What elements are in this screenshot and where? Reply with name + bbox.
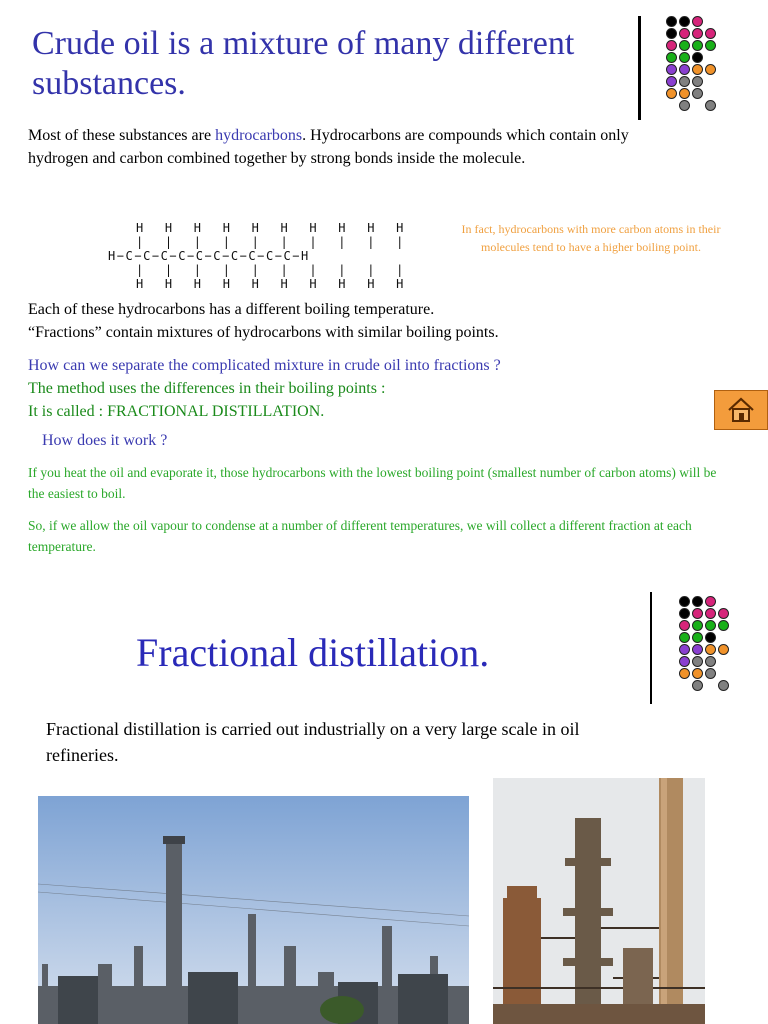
decorative-dot — [679, 40, 690, 51]
decorative-dot — [705, 608, 716, 619]
boiling-point-note: In fact, hydrocarbons with more carbon atoms in their molecules tend to have a higher boiling point. — [461, 222, 721, 254]
home-icon — [726, 396, 756, 424]
formula-bonds-bottom: | | | | | | | | | | — [136, 263, 404, 277]
decorative-dot — [666, 52, 677, 63]
decorative-dot — [705, 656, 716, 667]
decorative-dot — [679, 608, 690, 619]
decorative-dot — [705, 100, 716, 111]
decorative-dot — [666, 76, 677, 87]
decorative-dot — [718, 644, 729, 655]
intro-prefix: Most of these substances are — [28, 127, 216, 144]
decorative-dot — [679, 668, 690, 679]
decorative-dot — [679, 76, 690, 87]
decorative-dot — [666, 16, 677, 27]
called-text: It is called : FRACTIONAL DISTILLATION. — [28, 403, 325, 420]
decorative-dot — [705, 668, 716, 679]
method-text: The method uses the differences in their boiling points : — [28, 380, 386, 397]
decorative-dot — [679, 656, 690, 667]
decorative-dot — [718, 680, 729, 691]
intro-suffix: . Hydrocarbons are compounds which contain only hydrogen and carbon combined together by strong bonds inside the molecule. — [28, 127, 629, 167]
decorative-dot — [705, 644, 716, 655]
decorative-dot — [692, 620, 703, 631]
decorative-dot — [679, 88, 690, 99]
decorative-dot — [705, 620, 716, 631]
decorative-dot — [692, 88, 703, 99]
decorative-dot — [692, 52, 703, 63]
refinery-image-1 — [38, 796, 469, 1024]
decorative-dot — [692, 76, 703, 87]
slide2-text: Fractional distillation is carried out industrially on a very large scale in oil refineries. — [46, 719, 580, 765]
decorative-dot — [679, 596, 690, 607]
decorative-dot — [718, 620, 729, 631]
decorative-dots-1 — [666, 16, 717, 111]
condense-paragraph: So, if we allow the oil vapour to condense at a number of different temperatures, we will collect a different fraction at each temperature. — [28, 518, 692, 554]
hydrocarbons-link[interactable]: hydrocarbons — [215, 127, 303, 144]
decorative-dot — [692, 680, 703, 691]
decorative-dot — [705, 64, 716, 75]
boiling-line-1: Each of these hydrocarbons has a different boiling temperature. — [28, 301, 435, 318]
divider-line-2 — [650, 592, 652, 704]
decorative-dot — [666, 88, 677, 99]
decorative-dot — [705, 632, 716, 643]
decorative-dots-2 — [679, 596, 730, 691]
decorative-dot — [692, 632, 703, 643]
decorative-dot — [679, 644, 690, 655]
decorative-dot — [679, 64, 690, 75]
decorative-dot — [705, 28, 716, 39]
decorative-dot — [705, 40, 716, 51]
decorative-dot — [666, 64, 677, 75]
decorative-dot — [705, 596, 716, 607]
decorative-dot — [692, 40, 703, 51]
boiling-line-2: “Fractions” contain mixtures of hydrocarbons with similar boiling points. — [28, 324, 499, 341]
decorative-dot — [666, 40, 677, 51]
decorative-dot — [692, 668, 703, 679]
slide1-title: Crude oil is a mixture of many different substances. — [32, 25, 575, 102]
decorative-dot — [666, 28, 677, 39]
question-text: How can we separate the complicated mixture in crude oil into fractions ? — [28, 357, 501, 374]
refinery-image-2 — [493, 778, 705, 1024]
hydrocarbon-formula — [108, 207, 403, 305]
divider-line — [638, 16, 641, 120]
decorative-dot — [718, 608, 729, 619]
decorative-dot — [679, 16, 690, 27]
decorative-dot — [692, 64, 703, 75]
decorative-dot — [692, 608, 703, 619]
decorative-dot — [679, 632, 690, 643]
decorative-dot — [692, 28, 703, 39]
formula-top-h: H H H H H H H H H H — [136, 221, 404, 235]
decorative-dot — [679, 28, 690, 39]
formula-bottom-h: H H H H H H H H H H — [136, 277, 404, 291]
refinery-photo-1 — [38, 796, 469, 1024]
decorative-dot — [679, 100, 690, 111]
heating-paragraph: If you heat the oil and evaporate it, those hydrocarbons with the lowest boiling point (smallest number of carbon atoms) will be the easiest to boil. — [28, 465, 717, 501]
intro-text — [28, 124, 668, 170]
home-button[interactable] — [714, 390, 768, 430]
decorative-dot — [692, 656, 703, 667]
slide2-title: Fractional distillation. — [136, 630, 490, 675]
refinery-photo-2 — [493, 778, 705, 1024]
formula-main-chain: H−C−C−C−C−C−C−C−C−C−C−H — [108, 249, 310, 263]
decorative-dot — [679, 620, 690, 631]
decorative-dot — [692, 596, 703, 607]
decorative-dot — [692, 644, 703, 655]
how-it-works: How does it work ? — [42, 432, 168, 449]
formula-bonds-top: | | | | | | | | | | — [136, 235, 404, 249]
decorative-dot — [679, 52, 690, 63]
decorative-dot — [692, 16, 703, 27]
